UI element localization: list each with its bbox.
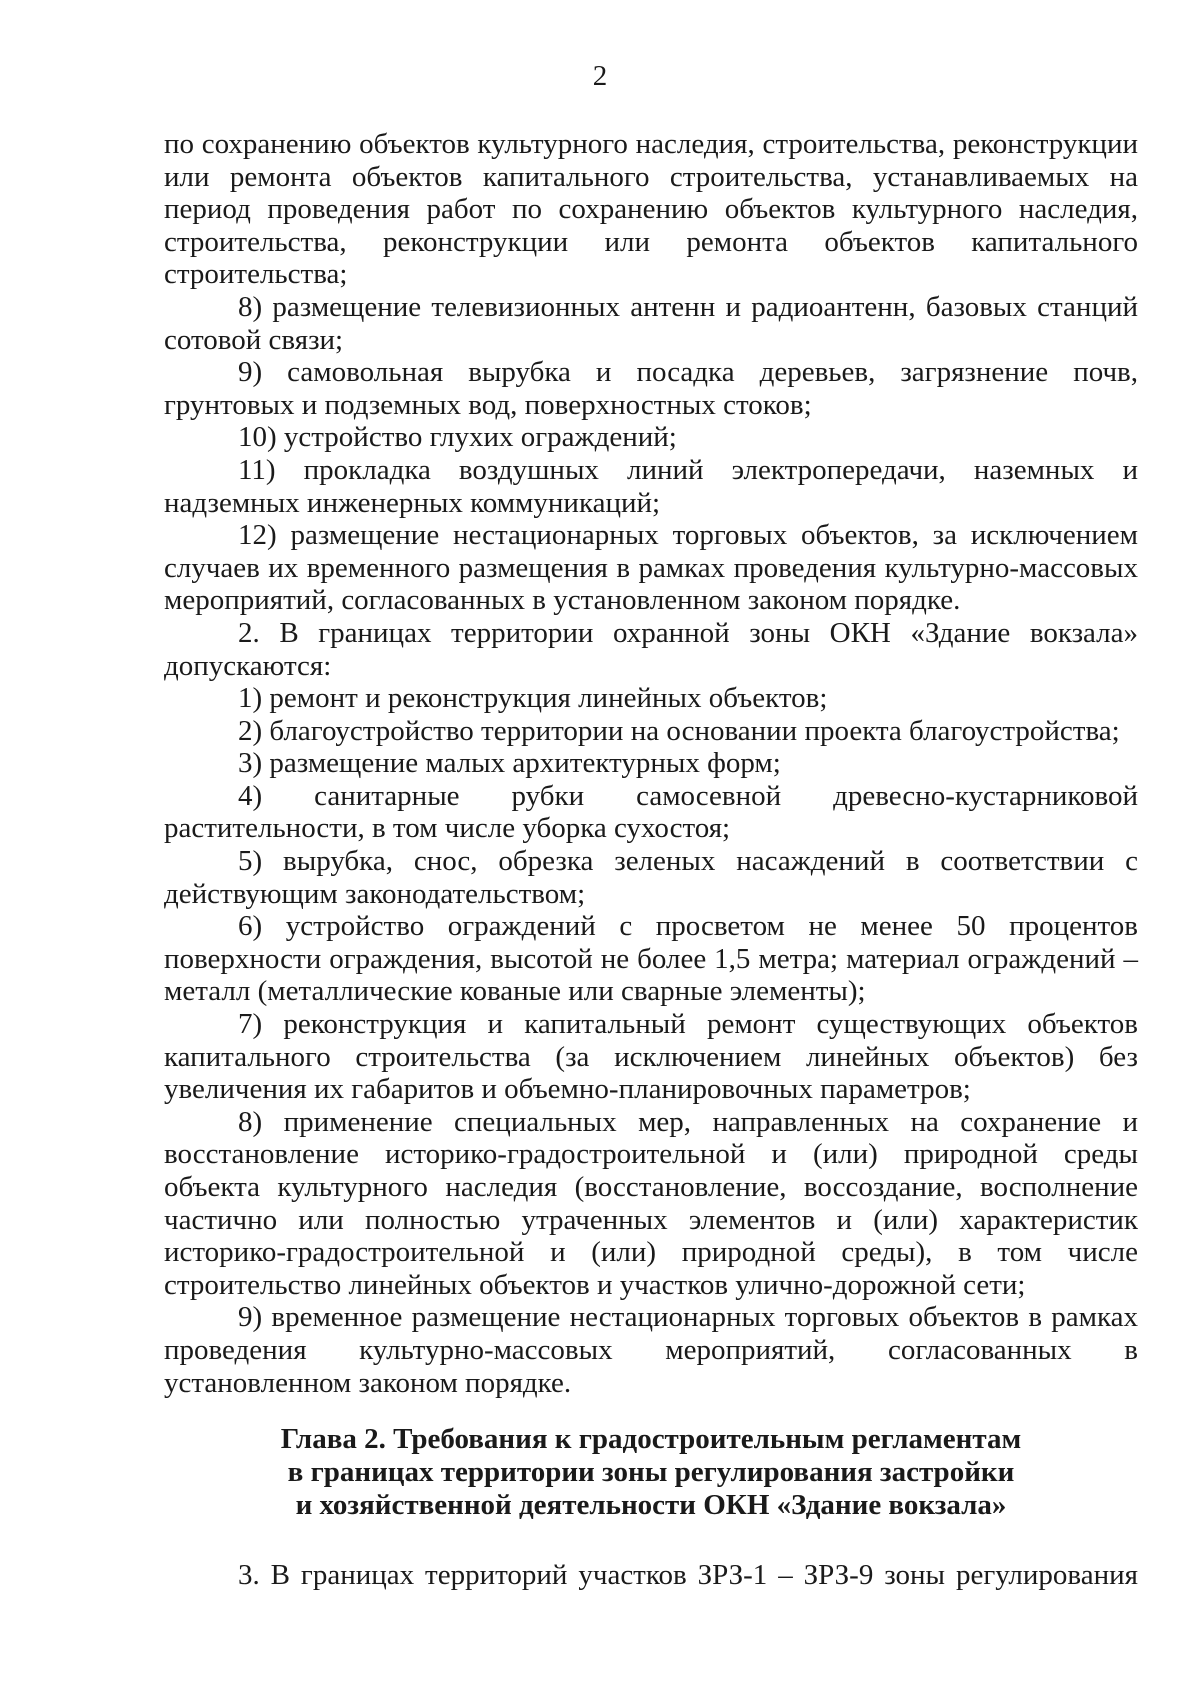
list-item: 8) применение специальных мер, направленных на сохранение и восстановление историко-градостроительной и (или) природной среды объекта культурного наследия (восстановление, воссоздание, восполнение частично или полностью утраченных элементов и (или) характеристик историко-градостроительной и (или) природной среды), в том числе строительство линейных объектов и участков улично-дорожной сети; [164, 1105, 1138, 1301]
list-item: 6) устройство ограждений с просветом не менее 50 процентов поверхности ограждения, высотой не более 1,5 метра; материал ограждений – металл (металлические кованые или сварные элементы); [164, 910, 1138, 1008]
list-item: 10) устройство глухих ограждений; [238, 421, 677, 454]
list-item: 12) размещение нестационарных торговых объектов, за исключением случаев их временного размещения в рамках проведения культурно-массовых мероприятий, согласованных в установленном законом порядке. [164, 519, 1138, 617]
section-paragraph: 3. В границах территорий участков ЗРЗ-1 – ЗРЗ-9 зоны регулирования [238, 1559, 1138, 1591]
list-item: 3) размещение малых архитектурных форм; [238, 747, 781, 780]
chapter-heading-line: Глава 2. Требования к градостроительным регламентам [280, 1423, 1022, 1455]
chapter-heading [164, 1423, 1138, 1522]
list-item: 2) благоустройство территории на основании проекта благоустройства; [238, 714, 1120, 747]
body-text [164, 128, 1138, 1399]
list-item: 9) временное размещение нестационарных торговых объектов в рамках проведения культурно-массовых мероприятий, согласованных в установленном законом порядке. [164, 1301, 1138, 1399]
list-item: 1) ремонт и реконструкция линейных объектов; [238, 682, 828, 715]
section-paragraph: 2. В границах территории охранной зоны ОКН «Здание вокзала» допускаются: [164, 616, 1138, 682]
list-item: 11) прокладка воздушных линий электропередачи, наземных и надземных инженерных коммуникаций; [164, 453, 1138, 519]
list-item: 4) санитарные рубки самосевной древесно-кустарниковой растительности, в том числе уборка сухостоя; [164, 779, 1138, 845]
footer-text [164, 1559, 1138, 1592]
paragraph-continuation: по сохранению объектов культурного наследия, строительства, реконструкции или ремонта объектов капитального строительства, устанавливаемых на период проведения работ по сохранению объектов культурного наследия, строительства, реконструкции или ремонта объектов капитального строительства; [164, 128, 1138, 291]
page-number: 2 [592, 60, 608, 92]
list-item: 8) размещение телевизионных антенн и радиоантенн, базовых станций сотовой связи; [164, 290, 1138, 356]
list-item: 9) самовольная вырубка и посадка деревьев, загрязнение почв, грунтовых и подземных вод, поверхностных стоков; [164, 356, 1138, 421]
chapter-heading-line: в границах территории зоны регулирования застройки [287, 1456, 1015, 1488]
list-item: 5) вырубка, снос, обрезка зеленых насаждений в соответствии с действующим законодательством; [164, 845, 1138, 910]
chapter-heading-line: и хозяйственной деятельности ОКН «Здание вокзала» [295, 1489, 1007, 1521]
list-item: 7) реконструкция и капитальный ремонт существующих объектов капитального строительства (за исключением линейных объектов) без увеличения их габаритов и объемно-планировочных параметров; [164, 1008, 1138, 1106]
